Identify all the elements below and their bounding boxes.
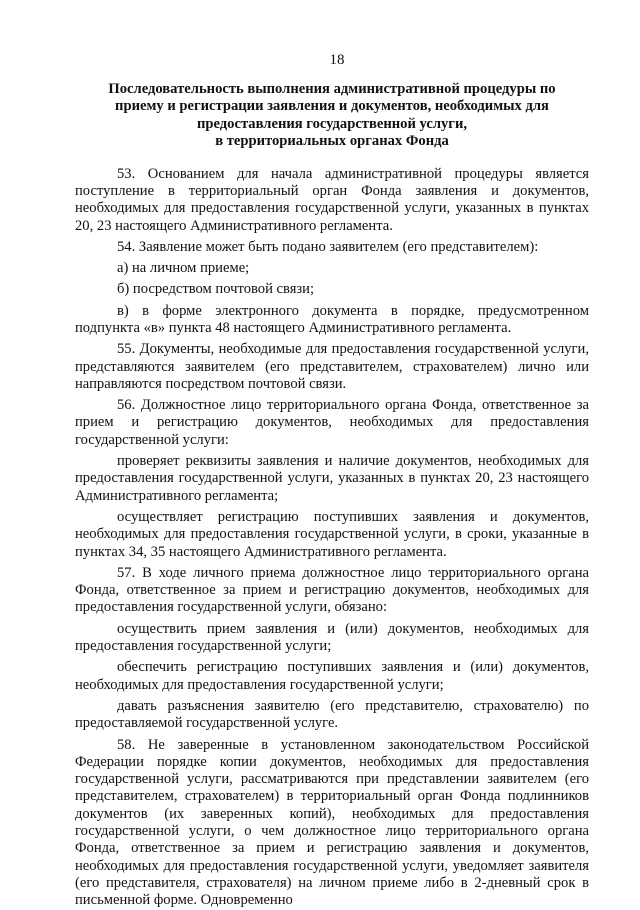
paragraph-57-item-3: давать разъяснения заявителю (его представителю, страхователю) по предоставляемой государственной услуге. bbox=[75, 697, 589, 732]
paragraph-58: 58. Не заверенные в установленном законодательством Российской Федерации порядке копии документов, необходимых для предоставления государственной услуги, рассматриваются при представлении заявителем (его представителем, страхователем) в территориальный орган Фонда подлинников документов (их заверенных копий), необходимых для предоставления государственной услуги, о чем должностное лицо территориального органа Фонда, ответственное за прием и регистрацию заявления и документов, необходимых для предоставления государственной услуги, уведомляет заявителя (его представителя, страхователя) на личном приеме либо в 2-дневный срок в письменной форме. Одновременно bbox=[75, 736, 589, 909]
paragraph-56: 56. Должностное лицо территориального органа Фонда, ответственное за прием и регистрацию документов, необходимых для предоставления государственной услуги: bbox=[75, 397, 589, 448]
paragraph-57: 57. В ходе личного приема должностное лицо территориального органа Фонда, ответственное за прием и регистрацию документов, необходимых для предоставления государственной услуги, обязано: bbox=[75, 564, 589, 616]
paragraph-55: 55. Документы, необходимые для предоставления государственной услуги, представляются заявителем (его представителем, страхователем) лично или направляются посредством почтовой связи. bbox=[75, 341, 589, 392]
paragraph-56-item-2: осуществляет регистрацию поступивших заявления и документов, необходимых для предоставления государственной услуги, в сроки, указанные в пунктах 34, 35 настоящего Административного регламента. bbox=[75, 508, 589, 560]
heading-line: в территориальных органах Фонда bbox=[215, 133, 449, 150]
paragraph-57-item-2: обеспечить регистрацию поступивших заявления и (или) документов, необходимых для предоставления государственной услуги; bbox=[75, 659, 589, 693]
heading-line: предоставления государственной услуги, bbox=[196, 115, 467, 132]
paragraph-56-item-1: проверяет реквизиты заявления и наличие документов, необходимых для предоставления государственной услуги, указанных в пунктах 20, 23 настоящего Административного регламента; bbox=[75, 453, 589, 504]
paragraph-53: 53. Основанием для начала административной процедуры является поступление в территориальный орган Фонда заявления и документов, необходимых для предоставления государственной услуги, указанных в пунктах 20, 23 настоящего Административного регламента. bbox=[75, 165, 589, 234]
paragraph-57-item-1: осуществить прием заявления и (или) документов, необходимых для предоставления государственной услуги; bbox=[75, 620, 589, 655]
page-number: 18 bbox=[329, 52, 345, 68]
section-heading bbox=[75, 81, 589, 151]
paragraph-54: 54. Заявление может быть подано заявителем (его представителем): bbox=[117, 238, 539, 255]
list-item-v: в) в форме электронного документа в порядке, предусмотренном подпункта «в» пункта 48 настоящего Административного регламента. bbox=[75, 302, 589, 336]
list-item-b: б) посредством почтовой связи; bbox=[117, 281, 315, 298]
heading-line: приему и регистрации заявления и документов, необходимых для bbox=[115, 98, 549, 115]
body-text bbox=[75, 166, 589, 910]
list-item-a: а) на личном приеме; bbox=[117, 260, 250, 277]
heading-line: Последовательность выполнения административной процедуры по bbox=[108, 81, 556, 97]
